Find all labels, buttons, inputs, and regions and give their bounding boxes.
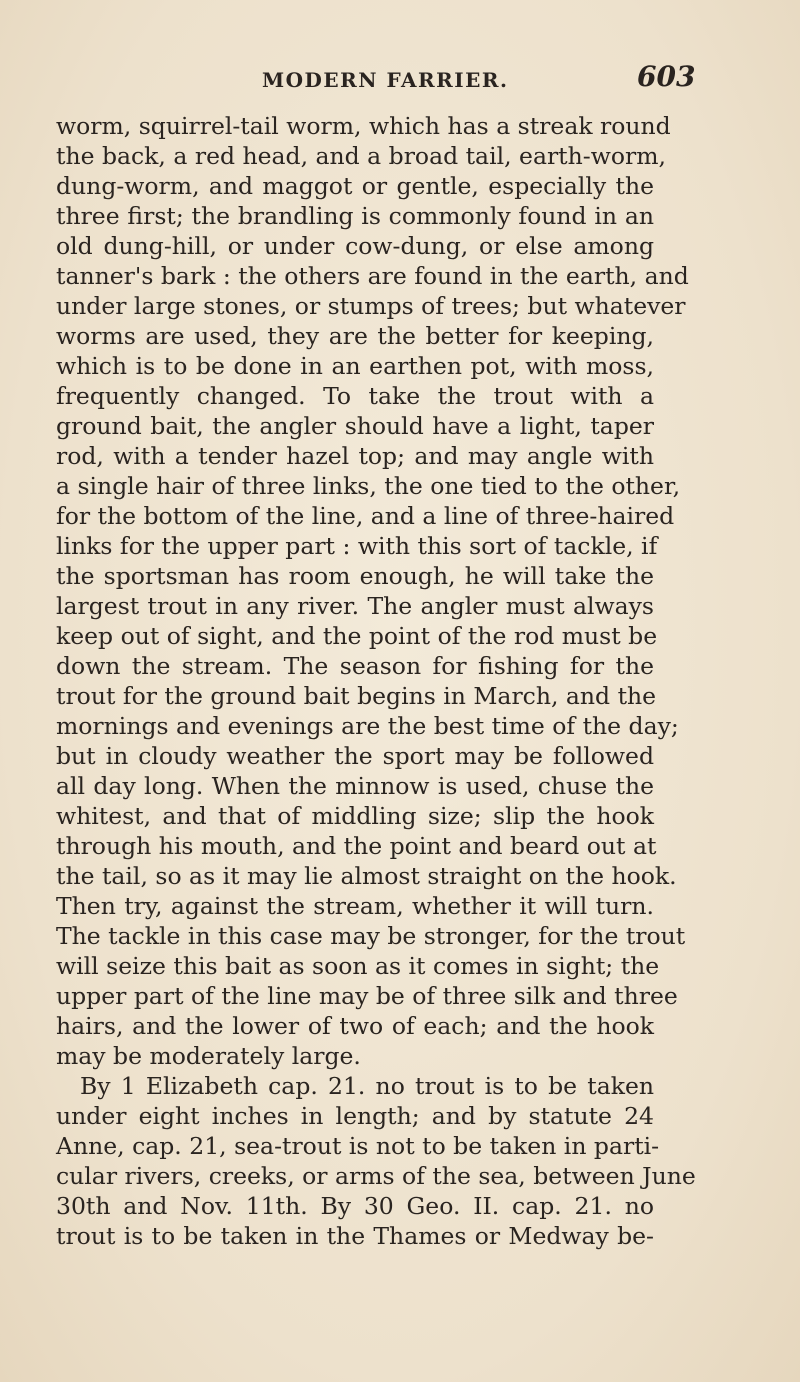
page-header — [0, 60, 800, 100]
text-line: the back, a red head, and a broad tail, earth-worm, — [56, 142, 666, 170]
text-line: largest trout in any river. The angler must always — [56, 592, 654, 620]
text-line: ground bait, the angler should have a light, taper — [56, 412, 654, 440]
text-line: through his mouth, and the point and beard out at — [56, 832, 657, 860]
text-line: upper part of the line may be of three silk and three — [56, 982, 678, 1010]
text-line: trout is to be taken in the Thames or Medway be- — [56, 1222, 654, 1250]
text-line: will seize this bait as soon as it comes in sight; the — [56, 952, 660, 980]
text-line: mornings and evenings are the best time of the day; — [56, 712, 679, 740]
text-line: the sportsman has room enough, he will take the — [56, 562, 654, 590]
text-line: Then try, against the stream, whether it will turn. — [56, 892, 654, 920]
text-line: keep out of sight, and the point of the rod must be — [56, 622, 658, 650]
text-line: under large stones, or stumps of trees; but whatever — [56, 292, 686, 320]
text-line: whitest, and that of middling size; slip the hook — [56, 802, 654, 830]
text-line: Anne, cap. 21, sea-trout is not to be taken in parti- — [56, 1132, 660, 1160]
text-line: down the stream. The season for fishing for the — [56, 652, 654, 680]
text-line: a single hair of three links, the one tied to the other, — [56, 472, 681, 500]
text-line: but in cloudy weather the sport may be followed — [56, 742, 654, 770]
text-line: rod, with a tender hazel top; and may angle with — [56, 442, 654, 470]
text-line: cular rivers, creeks, or arms of the sea, between June — [56, 1162, 696, 1190]
text-line: tanner's bark : the others are found in the earth, and — [56, 262, 689, 290]
text-line: three first; the brandling is commonly found in an — [56, 202, 654, 230]
text-line: 30th and Nov. 11th. By 30 Geo. II. cap. 21. no — [56, 1192, 654, 1220]
text-line: hairs, and the lower of two of each; and the hook — [56, 1012, 654, 1040]
text-line: links for the upper part : with this sort of tackle, if — [56, 532, 658, 560]
text-line: frequently changed. To take the trout with a — [56, 382, 654, 410]
text-line: dung-worm, and maggot or gentle, especially the — [56, 172, 654, 200]
text-line: worms are used, they are the better for keeping, — [56, 322, 654, 350]
text-line: the tail, so as it may lie almost straight on the hook. — [56, 862, 677, 890]
text-line: under eight inches in length; and by statute 24 — [56, 1102, 654, 1130]
text-line: for the bottom of the line, and a line of three-haired — [56, 502, 675, 530]
text-line: worm, squirrel-tail worm, which has a streak round — [56, 112, 671, 140]
text-line: which is to be done in an earthen pot, with moss, — [56, 352, 654, 380]
text-line: trout for the ground bait begins in March, and the — [56, 682, 657, 710]
text-line: all day long. When the minnow is used, chuse the — [56, 772, 654, 800]
text-line: old dung-hill, or under cow-dung, or else among — [56, 232, 654, 260]
text-line: By 1 Elizabeth cap. 21. no trout is to be taken — [80, 1072, 654, 1100]
text-line: may be moderately large. — [56, 1042, 361, 1070]
text-line: The tackle in this case may be stronger, for the trout — [56, 922, 686, 950]
running-head: MODERN FARRIER. — [262, 68, 509, 92]
page-number: 603 — [637, 60, 696, 93]
